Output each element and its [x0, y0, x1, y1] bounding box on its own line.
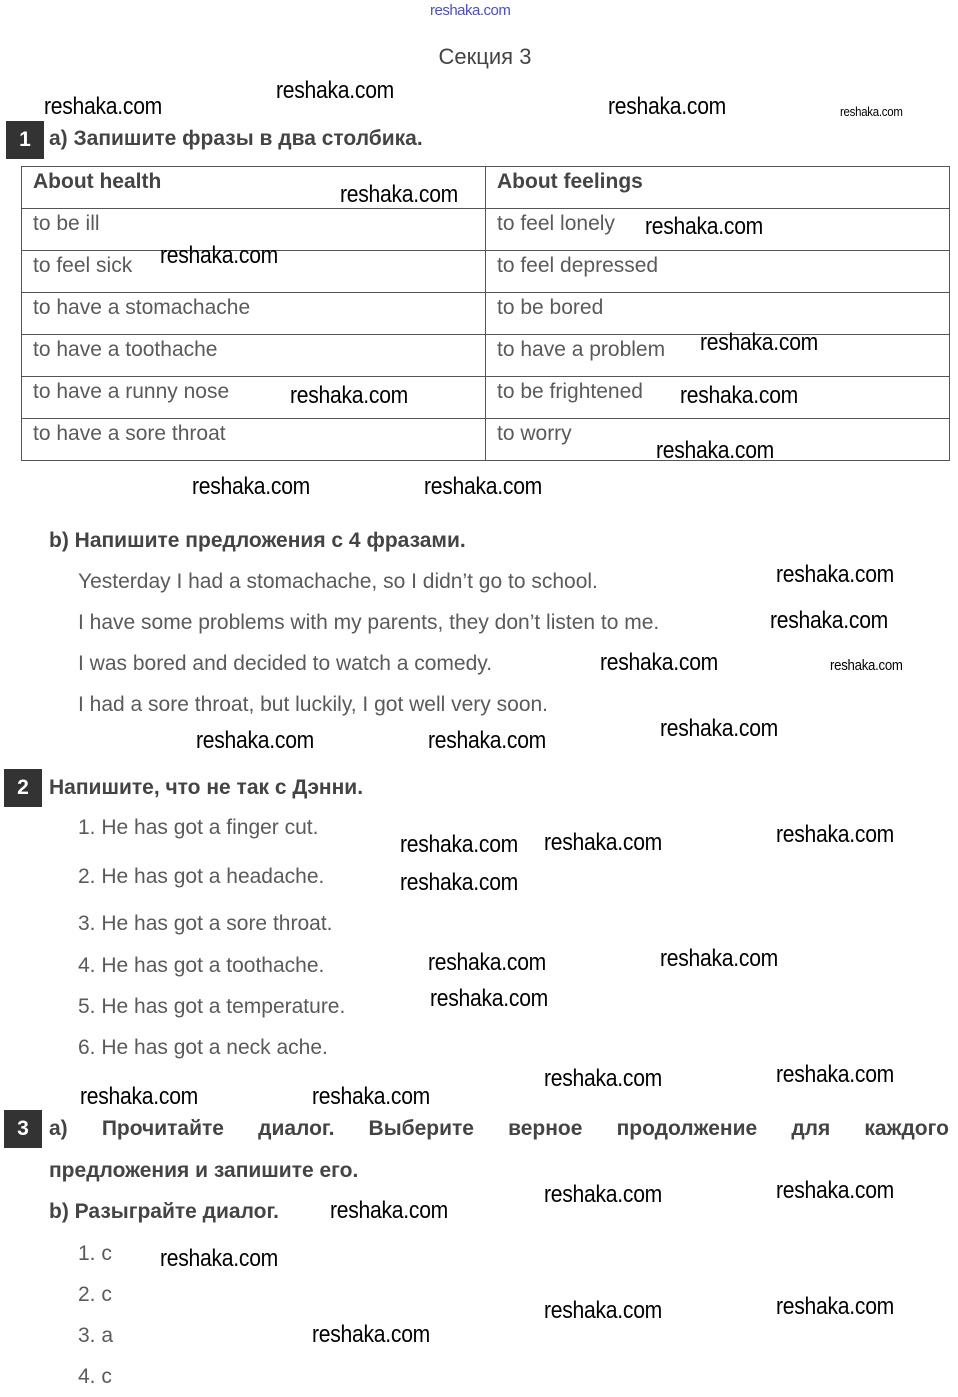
- word: каждого: [864, 1117, 949, 1140]
- watermark: reshaka.com: [340, 181, 459, 208]
- cell: to feel depressed: [486, 251, 950, 293]
- watermark: reshaka.com: [44, 93, 163, 120]
- sentence: I was bored and decided to watch a comedy.: [78, 652, 493, 675]
- cell: to feel lonely: [486, 209, 950, 251]
- watermark: reshaka.com: [776, 561, 895, 588]
- word: a): [49, 1117, 68, 1140]
- table-row: [22, 377, 950, 419]
- watermark: reshaka.com: [196, 727, 315, 754]
- answer: 1. c: [78, 1242, 112, 1265]
- word: Прочитайте: [101, 1117, 224, 1140]
- watermark: reshaka.com: [80, 1083, 199, 1110]
- watermark: reshaka.com: [428, 727, 547, 754]
- watermark: reshaka.com: [424, 473, 543, 500]
- watermark: reshaka.com: [428, 949, 547, 976]
- watermark: reshaka.com: [192, 473, 311, 500]
- watermark: reshaka.com: [290, 382, 409, 409]
- watermark: reshaka.com: [608, 93, 727, 120]
- answer: 2. c: [78, 1283, 112, 1306]
- task-number-3: 3: [4, 1110, 42, 1148]
- sentence: I have some problems with my parents, they don’t listen to me.: [78, 611, 660, 634]
- table-row: [22, 419, 950, 461]
- task3-a-heading: [49, 1117, 949, 1141]
- watermark: reshaka.com: [660, 945, 779, 972]
- answer: 4. c: [78, 1365, 112, 1388]
- watermark: reshaka.com: [330, 1197, 449, 1224]
- list-item: 2. He has got a headache.: [78, 865, 325, 888]
- task1-a-heading: a) Запишите фразы в два столбика.: [49, 127, 423, 150]
- watermark: reshaka.com: [400, 869, 519, 896]
- watermark: reshaka.com: [544, 1181, 663, 1208]
- watermark: reshaka.com: [312, 1083, 431, 1110]
- watermark: reshaka.com: [430, 985, 549, 1012]
- watermark: reshaka.com: [776, 1293, 895, 1320]
- list-item: 1. He has got a finger cut.: [78, 816, 319, 839]
- cell: to be ill: [22, 209, 486, 251]
- watermark: reshaka.com: [660, 715, 779, 742]
- cell: to be frightened: [486, 377, 950, 419]
- task-number-1: 1: [6, 121, 44, 159]
- watermark: reshaka.com: [544, 1065, 663, 1092]
- watermark: reshaka.com: [776, 821, 895, 848]
- cell: to have a toothache: [22, 335, 486, 377]
- task3-b-heading: b) Разыграйте диалог.: [49, 1200, 279, 1223]
- watermark: reshaka.com: [600, 649, 719, 676]
- cell: to have a problem: [486, 335, 950, 377]
- watermark: reshaka.com: [656, 437, 775, 464]
- list-item: 3. He has got a sore throat.: [78, 912, 333, 935]
- task3-a-heading-cont: предложения и запишите его.: [49, 1159, 359, 1182]
- top-watermark: reshaka.com: [430, 2, 511, 19]
- watermark: reshaka.com: [645, 213, 764, 240]
- answer: 3. a: [78, 1324, 114, 1347]
- sentence: I had a sore throat, but luckily, I got well very soon.: [78, 693, 549, 716]
- word: диалог.: [258, 1117, 335, 1140]
- watermark: reshaka.com: [830, 657, 903, 674]
- task1-b-heading: b) Напишите предложения с 4 фразами.: [49, 529, 466, 552]
- watermark: reshaka.com: [776, 1177, 895, 1204]
- table-header-row: [22, 167, 950, 209]
- cell: to have a runny nose: [22, 377, 486, 419]
- watermark: reshaka.com: [160, 242, 279, 269]
- phrases-table: [21, 166, 950, 461]
- watermark: reshaka.com: [160, 1245, 279, 1272]
- cell: to worry: [486, 419, 950, 461]
- word: для: [791, 1117, 831, 1140]
- watermark: reshaka.com: [276, 77, 395, 104]
- task-number-2: 2: [4, 769, 42, 807]
- watermark: reshaka.com: [544, 829, 663, 856]
- watermark: reshaka.com: [400, 831, 519, 858]
- list-item: 4. He has got a toothache.: [78, 954, 325, 977]
- cell: to feel sick: [22, 251, 486, 293]
- header-health: About health: [22, 167, 486, 209]
- watermark: reshaka.com: [770, 607, 889, 634]
- task2-heading: Напишите, что не так с Дэнни.: [49, 776, 364, 799]
- page-title: Секция 3: [438, 44, 532, 69]
- watermark: reshaka.com: [312, 1321, 431, 1348]
- cell: to have a stomachache: [22, 293, 486, 335]
- header-feelings: About feelings: [486, 167, 950, 209]
- cell: to have a sore throat: [22, 419, 486, 461]
- word: продолжение: [616, 1117, 758, 1140]
- word: Выберите: [368, 1117, 474, 1140]
- watermark: reshaka.com: [776, 1061, 895, 1088]
- watermark: reshaka.com: [680, 382, 799, 409]
- word: верное: [508, 1117, 583, 1140]
- list-item: 5. He has got a temperature.: [78, 995, 346, 1018]
- cell: to be bored: [486, 293, 950, 335]
- watermark: reshaka.com: [700, 329, 819, 356]
- sentence: Yesterday I had a stomachache, so I didn’t go to school.: [78, 570, 598, 593]
- watermark: reshaka.com: [840, 104, 903, 119]
- list-item: 6. He has got a neck ache.: [78, 1036, 328, 1059]
- watermark: reshaka.com: [544, 1297, 663, 1324]
